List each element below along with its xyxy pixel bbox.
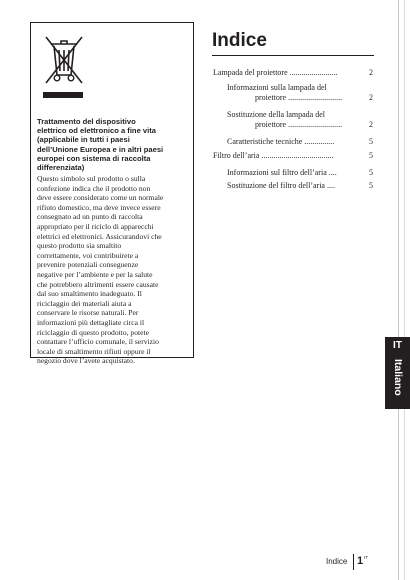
index-title-rule xyxy=(212,55,374,56)
weee-body-text: Questo simbolo sul prodotto o sulla confezione indica che il prodotto non deve essere considerato come un normale rifiuto domestico, ma deve invece essere consegnato ad un punto di raccolta appropriato per il riciclo di apparecchi elettrici ed elettronici. Assicurandovi che questo prodotto sia smaltito correttamente, voi contribuirete a prevenire potenziali conseguenze negative per l’ambiente e per la salute che potrebbero altrimenti essere causate dal suo smaltimento inadeguato. Il riciclaggio dei materiali aiuta a conservare le risorse naturali. Per informazioni più dettagliate circa il riciclaggio di questo prodotto, potete contattare l’ufficio comunale, il servizio locale di smaltimento rifiuti oppure il negozio dove l’avete acquistato. xyxy=(37,174,164,366)
footer-language-code: IT xyxy=(364,555,368,560)
toc-page-number: 5 xyxy=(369,181,373,190)
footer-divider xyxy=(353,554,354,570)
weee-heading: Trattamento del dispositivo elettrico od elettronico a fine vita (applicabile in tutti i paesi dell’Unione Europea e in altri paesi europei con sistema di raccolta differenziata) xyxy=(37,117,164,173)
toc-entry[interactable]: Caratteristiche tecniche ............... 5 xyxy=(227,137,373,146)
weee-notice-box xyxy=(30,22,194,366)
toc-entry[interactable]: Sostituzione della lampada del proiettore ........................... 2 xyxy=(227,110,373,129)
toc-entry[interactable]: Lampada del proiettore ........................ 2 xyxy=(213,68,373,77)
page-number: 1 xyxy=(357,555,364,567)
toc-page-number: 2 xyxy=(369,93,373,102)
page-edge-line xyxy=(404,0,405,580)
toc-entry[interactable]: Informazioni sul filtro dell’aria .... 5 xyxy=(227,168,373,177)
footer-section-label: Indice xyxy=(326,557,348,566)
language-tab-label: Italiano xyxy=(392,359,404,396)
toc-entry[interactable]: Filtro dell’aria .................................... 5 xyxy=(213,151,373,160)
index-title: Indice xyxy=(212,30,267,51)
toc-page-number: 5 xyxy=(369,137,373,146)
crossed-out-wheelie-bin-icon xyxy=(42,31,86,87)
language-tab-code: IT xyxy=(393,340,402,351)
toc-entry[interactable]: Informazioni sulla lampada del proiettore ........................... 2 xyxy=(227,83,373,102)
language-tab[interactable] xyxy=(385,337,410,409)
toc-page-number: 2 xyxy=(369,120,373,129)
page-edge-line xyxy=(398,0,399,580)
toc-page-number: 5 xyxy=(369,151,373,160)
weee-underline-bar xyxy=(43,92,83,98)
toc-page-number: 2 xyxy=(369,68,373,77)
toc-entry[interactable]: Sostituzione del filtro dell’aria .... 5 xyxy=(227,181,373,190)
toc-page-number: 5 xyxy=(369,168,373,177)
